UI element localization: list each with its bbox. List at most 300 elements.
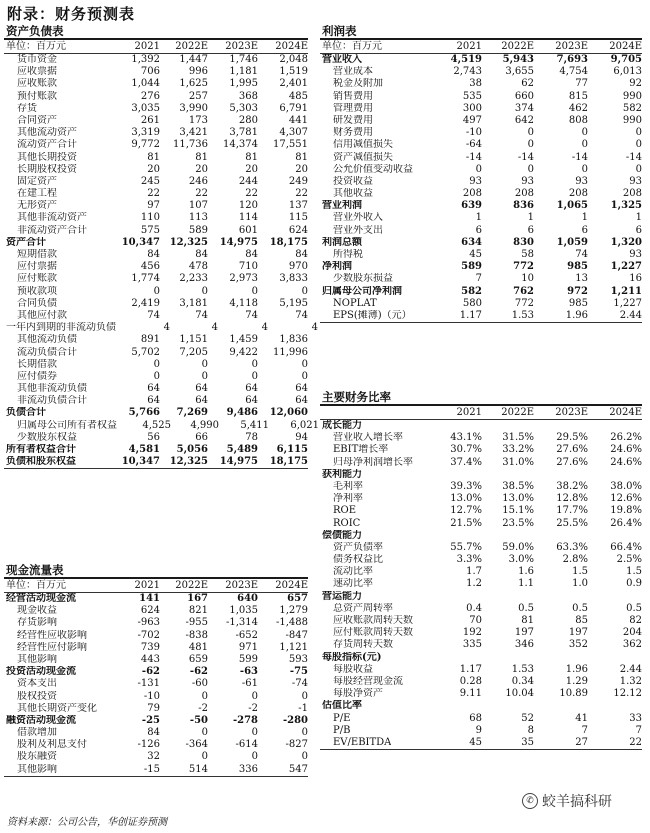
row-label: 经营性应付影响	[17, 641, 87, 653]
cell-value	[534, 469, 588, 481]
table-row	[4, 751, 308, 763]
cell-value: 35	[521, 736, 534, 748]
table-row	[4, 54, 308, 66]
cell-value	[482, 652, 534, 664]
table-row	[320, 566, 642, 578]
table-row	[320, 298, 642, 310]
table-row	[4, 200, 308, 212]
cell-value: 4	[211, 322, 218, 334]
cell-value: 70	[469, 615, 482, 626]
cell-value: 22	[195, 188, 208, 200]
table-row	[4, 188, 308, 200]
cell-value: 624	[140, 605, 160, 617]
row-label: 在建工程	[17, 188, 57, 200]
cell-value: 113	[188, 212, 208, 224]
table-row	[320, 127, 642, 139]
cell-value: 0	[251, 358, 258, 370]
table-row	[320, 639, 642, 651]
row-label: 现金收益	[17, 605, 57, 617]
table-row	[4, 225, 308, 237]
row-label: 股权投资	[17, 690, 57, 702]
cash-flow-section	[4, 563, 308, 777]
cell-value: 1.96	[565, 309, 588, 321]
cell-value: 346	[514, 639, 534, 651]
cell-value: 6,021	[290, 419, 319, 431]
row-label: EPS(摊薄)（元）	[333, 309, 412, 321]
table-row	[4, 703, 308, 715]
cell-value: 22	[295, 188, 308, 200]
cell-value: 443	[140, 653, 160, 665]
cell-value: 64	[245, 383, 258, 395]
cell-value: 43.1%	[450, 432, 482, 444]
table-row	[320, 603, 642, 615]
row-label: 研发费用	[333, 114, 373, 126]
cell-value: 634	[461, 236, 482, 248]
row-label: 营运能力	[322, 590, 362, 602]
row-label: 应收账款	[17, 78, 57, 90]
table-row	[4, 334, 308, 346]
cell-value: 589	[188, 224, 208, 236]
cell-value	[588, 700, 642, 712]
cell-value: 0	[301, 370, 308, 382]
cell-value: 0	[581, 139, 588, 151]
table-row	[4, 371, 308, 383]
cell-value: 84	[147, 727, 160, 739]
cell-value: 478	[188, 261, 208, 273]
ratios-header	[320, 406, 642, 420]
table-row	[4, 286, 308, 298]
cell-value: 808	[568, 114, 588, 126]
cell-value: 456	[140, 261, 160, 273]
cell-value: 830	[513, 236, 534, 248]
cell-value: 9.11	[459, 688, 482, 700]
watermark-text: 蛟羊搞科研	[542, 794, 612, 810]
cell-value: 4	[311, 322, 318, 334]
table-row	[4, 359, 308, 371]
cell-value: -62	[189, 666, 208, 678]
cell-value: 1,044	[131, 78, 160, 90]
cell-value: 990	[622, 90, 642, 102]
table-row	[320, 615, 642, 627]
cell-value: 5,943	[502, 54, 534, 65]
cell-value: 12.12	[613, 688, 642, 700]
row-label: 其他流动负债	[17, 334, 77, 346]
row-label: P/E	[333, 712, 351, 724]
table-row	[320, 310, 642, 322]
cell-value: 4,307	[279, 127, 308, 139]
cell-value: 1,836	[279, 334, 308, 346]
row-label: 负债合计	[6, 407, 46, 419]
cell-value: 0	[527, 127, 534, 139]
column-header: 2024E	[609, 41, 642, 52]
row-label: 其他非流动资产	[17, 212, 87, 224]
cell-value: 0	[635, 163, 642, 175]
cell-value	[534, 700, 588, 712]
cell-value: 81	[195, 151, 208, 163]
cell-value: 64	[195, 383, 208, 395]
row-label: 投资收益	[333, 175, 373, 187]
row-label: EV/EBITDA	[333, 736, 392, 748]
cell-value: -847	[285, 629, 308, 641]
cell-value: -1,314	[225, 617, 258, 629]
row-label: 存货影响	[17, 617, 57, 629]
row-label: 营业利润	[322, 200, 362, 212]
row-label: 归属母公司净利润	[322, 285, 402, 297]
cell-value: -62	[141, 666, 160, 678]
table-row	[4, 666, 308, 678]
cell-value: 56	[147, 431, 160, 443]
cell-value: 31.5%	[502, 432, 534, 444]
cell-value: 246	[188, 175, 208, 187]
cell-value: 1.32	[619, 675, 642, 687]
row-label: 流动比率	[333, 566, 373, 578]
cell-value: 173	[188, 114, 208, 126]
cell-value: 1,227	[610, 261, 642, 273]
cell-value: 4,754	[559, 66, 588, 78]
cell-value: 739	[140, 641, 160, 653]
cell-value: 1	[635, 212, 642, 224]
cell-value: 12.8%	[556, 493, 588, 505]
income-statement-header	[320, 40, 642, 54]
cell-value: -131	[137, 678, 160, 690]
cell-value: -64	[465, 139, 482, 151]
cell-value: 1,392	[131, 54, 160, 65]
row-label: 股利及利息支付	[17, 739, 87, 751]
cell-value: 77	[575, 78, 588, 90]
cell-value: 1.29	[565, 675, 588, 687]
cell-value: 33	[629, 712, 642, 724]
cell-value: 38.0%	[610, 480, 642, 492]
row-label: 财务费用	[333, 127, 373, 139]
column-header: 2022E	[501, 41, 534, 52]
cell-value: 891	[140, 334, 160, 346]
cell-value: 114	[238, 212, 258, 224]
cell-value: 63.3%	[556, 541, 588, 553]
cell-value: 1	[475, 212, 482, 224]
row-label: 资产负债率	[333, 541, 383, 553]
cell-value: 208	[514, 188, 534, 200]
cell-value	[482, 420, 534, 432]
cell-value: 336	[238, 763, 258, 775]
cell-value: 1,325	[610, 200, 642, 212]
cell-value: -2	[198, 702, 208, 714]
row-label: 流动资产合计	[17, 139, 77, 151]
table-bottom-rule	[4, 468, 308, 469]
row-label: 净利率	[333, 493, 363, 505]
cell-value: 6,013	[613, 66, 642, 78]
cell-value: 5,303	[229, 102, 258, 114]
cell-value: 0.5	[518, 602, 534, 614]
row-label: 应付债券	[17, 370, 57, 382]
row-label: 应付账款	[17, 273, 57, 285]
balance-sheet-title: 资产负债表	[6, 24, 64, 38]
table-row	[4, 66, 308, 78]
column-header: 2023E	[225, 580, 258, 591]
cell-value: 0.28	[459, 675, 482, 687]
cell-value: -74	[291, 678, 308, 690]
cell-value: 3,181	[179, 297, 208, 309]
cell-value: 22	[245, 188, 258, 200]
cell-value: 9,705	[610, 54, 642, 65]
cell-value: 74	[245, 309, 258, 321]
cell-value: 6	[581, 224, 588, 236]
cell-value: 244	[238, 175, 258, 187]
cell-value: 642	[514, 114, 534, 126]
cell-value: 97	[147, 200, 160, 212]
cell-value: 3,990	[179, 102, 208, 114]
row-label: 销售费用	[333, 90, 373, 102]
cell-value: 9,486	[226, 407, 258, 419]
cell-value: 62	[521, 78, 534, 90]
row-label: 债务权益比	[333, 554, 383, 566]
cell-value: -14	[465, 151, 482, 163]
cell-value: 0	[251, 727, 258, 739]
wechat-icon: ✆	[522, 793, 538, 809]
cell-value: 1,181	[229, 66, 258, 78]
table-row	[320, 237, 642, 249]
column-header: 2022E	[175, 580, 208, 591]
cell-value: 1.1	[518, 578, 534, 590]
cell-value: 84	[147, 249, 160, 260]
cell-value: 362	[622, 639, 642, 651]
cell-value: 1.17	[459, 663, 482, 675]
table-row	[320, 518, 642, 530]
cell-value: 84	[195, 249, 208, 260]
cell-value: -2	[248, 702, 258, 714]
cell-value: 141	[139, 593, 160, 604]
cell-value: 706	[140, 66, 160, 78]
column-header: 2023E	[555, 41, 588, 52]
cell-value: 120	[238, 200, 258, 212]
cell-value: 74	[147, 309, 160, 321]
table-row	[4, 605, 308, 617]
cell-value: 0	[581, 163, 588, 175]
cell-value: 2.44	[619, 663, 642, 675]
row-label: 其他长期资产变化	[17, 702, 97, 714]
table-row	[320, 591, 642, 603]
cell-value: 1.17	[459, 309, 482, 321]
cell-value: 0	[201, 285, 208, 297]
cell-value: 0.5	[626, 602, 642, 614]
table-row	[4, 432, 308, 444]
cell-value: 24.6%	[610, 456, 642, 468]
cell-value: 335	[462, 639, 482, 651]
cell-value: 0	[475, 163, 482, 175]
cell-value: -63	[239, 666, 258, 678]
table-row	[320, 542, 642, 554]
cell-value: 2,973	[229, 273, 258, 285]
cell-value: 0	[301, 690, 308, 702]
cell-value: 5,702	[131, 346, 160, 358]
table-row	[320, 66, 642, 78]
cell-value: -614	[235, 739, 258, 751]
table-row	[320, 505, 642, 517]
cell-value: 38.2%	[556, 480, 588, 492]
row-label: ROE	[333, 505, 357, 517]
cell-value: 971	[238, 641, 258, 653]
cell-value: 19.8%	[610, 505, 642, 517]
cell-value: 1	[581, 212, 588, 224]
table-row	[4, 630, 308, 642]
cell-value: 7,693	[556, 54, 588, 65]
cell-value: 110	[140, 212, 160, 224]
table-row	[320, 652, 642, 664]
cell-value: 0	[201, 727, 208, 739]
cell-value: 245	[140, 175, 160, 187]
cell-value: 13.0%	[502, 493, 534, 505]
cell-value: 45	[469, 249, 482, 260]
cell-value: 1,035	[229, 605, 258, 617]
cell-value: 41	[575, 712, 588, 724]
cell-value: 197	[568, 627, 588, 639]
cell-value: 0	[301, 285, 308, 297]
cell-value: 10,347	[121, 236, 160, 248]
table-row	[4, 249, 308, 261]
cell-value: 0	[251, 690, 258, 702]
cell-value: -838	[185, 629, 208, 641]
table-row	[320, 578, 642, 590]
cell-value: 27.6%	[556, 456, 588, 468]
table-row	[4, 152, 308, 164]
cell-value: 32	[147, 751, 160, 763]
cell-value: 640	[237, 593, 258, 604]
row-label: 归属母公司所有者权益	[17, 419, 117, 431]
table-row	[4, 444, 308, 456]
row-label: 其他收益	[333, 188, 373, 200]
cell-value: -364	[185, 739, 208, 751]
cell-value: 0	[301, 358, 308, 370]
row-label: 税金及附加	[333, 78, 383, 90]
cell-value: -10	[143, 690, 160, 702]
cell-value: 0	[153, 358, 160, 370]
ratios-section	[320, 390, 642, 750]
table-row	[320, 212, 642, 224]
cell-value: 1,519	[279, 66, 308, 78]
cell-value: 601	[238, 224, 258, 236]
cell-value: 1,065	[556, 200, 588, 212]
cell-value: 82	[629, 615, 642, 626]
cell-value: 2,048	[279, 54, 308, 65]
cell-value: 276	[140, 90, 160, 102]
cell-value: 31.0%	[502, 456, 534, 468]
cell-value: 64	[147, 395, 160, 407]
table-row	[4, 139, 308, 151]
cell-value: 12.7%	[450, 505, 482, 517]
cell-value: 1,447	[179, 54, 208, 65]
cell-value: 39.3%	[450, 480, 482, 492]
table-row	[4, 407, 308, 419]
cell-value: 5,195	[279, 297, 308, 309]
table-row	[320, 457, 642, 469]
cell-value: 55.7%	[450, 541, 482, 553]
table-row	[320, 481, 642, 493]
cell-value: 85	[575, 615, 588, 626]
cell-value: 1.53	[511, 309, 534, 321]
table-row	[320, 420, 642, 432]
balance-sheet-header	[4, 40, 308, 54]
column-header: 2023E	[555, 407, 588, 418]
cell-value: 1.7	[466, 566, 482, 578]
cell-value: 589	[461, 261, 482, 273]
cell-value: 27	[575, 736, 588, 748]
cell-value	[422, 469, 482, 481]
cash-flow-title: 现金流量表	[6, 563, 64, 577]
row-label: 其他应付款	[17, 309, 67, 321]
cell-value: 79	[147, 702, 160, 714]
table-row	[320, 664, 642, 676]
cell-value: 1,995	[229, 78, 258, 90]
row-label: 应收票据	[17, 66, 57, 78]
row-label: 毛利率	[333, 480, 363, 492]
cell-value: 7	[475, 273, 482, 285]
cell-value: -60	[191, 678, 208, 690]
cell-value: 10.04	[505, 688, 534, 700]
cell-value: 208	[462, 188, 482, 200]
table-row	[4, 176, 308, 188]
column-header: 2024E	[609, 407, 642, 418]
cell-value: 45	[469, 736, 482, 748]
cell-value: 3,655	[505, 66, 534, 78]
row-label: 存货周转天数	[333, 639, 393, 651]
cell-value: 30.7%	[450, 444, 482, 456]
cell-value: 4	[261, 322, 268, 334]
cell-value: 582	[622, 102, 642, 114]
row-label: 应收账款周转天数	[333, 615, 413, 626]
cell-value: 2.5%	[616, 554, 642, 566]
table-row	[4, 395, 308, 407]
cell-value: 3,833	[279, 273, 308, 285]
cell-value: -827	[285, 739, 308, 751]
cell-value: -14	[517, 151, 534, 163]
cell-value: 1,151	[179, 334, 208, 346]
table-row	[4, 310, 308, 322]
cell-value	[422, 591, 482, 603]
cell-value: 17.7%	[556, 505, 588, 517]
cell-value: 14,975	[219, 236, 258, 248]
row-label: 营业外收入	[333, 212, 383, 224]
cell-value: 497	[462, 114, 482, 126]
cell-value: 6	[475, 224, 482, 236]
watermark	[522, 791, 612, 811]
cell-value: 0.4	[466, 602, 482, 614]
cell-value: 0	[635, 139, 642, 151]
row-label: 固定资产	[17, 175, 57, 187]
cell-value: -1	[298, 702, 308, 714]
cell-value: 985	[567, 261, 588, 273]
cell-value: 0	[153, 370, 160, 382]
cell-value	[482, 530, 534, 542]
cell-value: 74	[295, 309, 308, 321]
cell-value: 81	[295, 151, 308, 163]
table-row	[4, 715, 308, 727]
row-label: 应付票据	[17, 261, 57, 273]
column-header: 2021	[456, 41, 482, 52]
row-label: 其他影响	[17, 763, 57, 775]
table-row	[320, 54, 642, 66]
cell-value: 5,411	[240, 419, 269, 431]
cell-value: 20	[245, 163, 258, 175]
row-label: 非流动资产合计	[17, 224, 87, 236]
cell-value: 14,374	[223, 139, 258, 151]
column-header: 2021	[456, 407, 482, 418]
cell-value: 3,319	[131, 127, 160, 139]
row-label: NOPLAT	[333, 297, 377, 309]
cell-value: 78	[245, 431, 258, 443]
cell-value: 94	[295, 431, 308, 443]
cell-value: 0	[201, 370, 208, 382]
cell-value: 20	[195, 163, 208, 175]
row-label: 每股经营现金流	[333, 675, 403, 687]
